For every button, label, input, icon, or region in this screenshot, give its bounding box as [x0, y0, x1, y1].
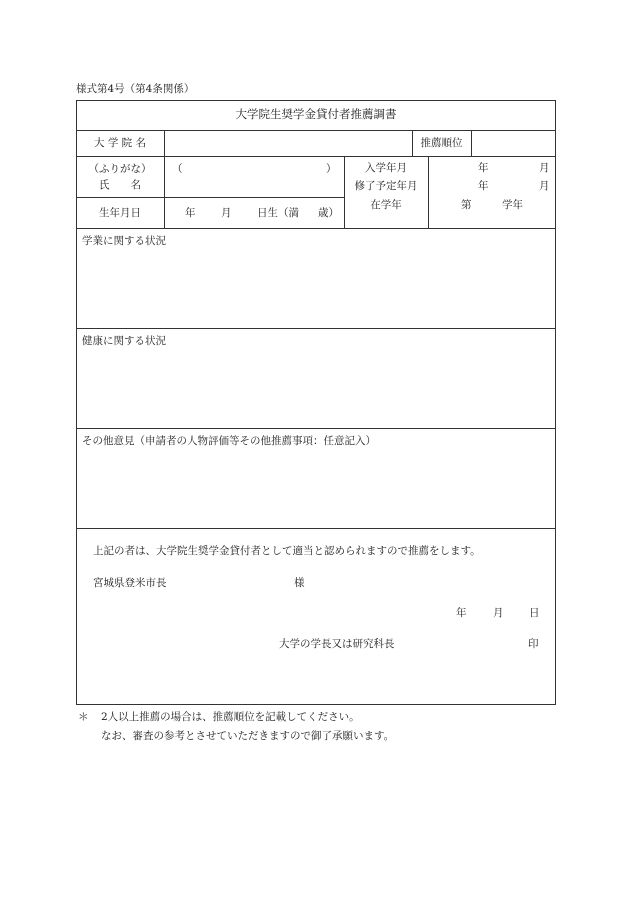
furigana-close-paren: ） — [326, 163, 337, 175]
other-opinion-label: その他意見（申請者の人物評価等その他推薦事項：任意記入） — [82, 435, 376, 447]
addressee: 宮城県登米市長 — [93, 577, 167, 589]
addressee-honorific: 様 — [294, 577, 305, 589]
row-divider — [76, 130, 556, 131]
date-day-unit: 日 — [529, 607, 540, 619]
complete-year-unit: 年 — [478, 180, 489, 192]
note-line-1: 2人以上推薦の場合は、推薦順位を記載してください。 — [101, 711, 360, 723]
age-unit: 歳） — [318, 207, 339, 219]
complete-month-unit: 月 — [539, 180, 550, 192]
column-divider — [428, 156, 429, 228]
enroll-label: 入学年月 — [365, 162, 407, 174]
seal-mark: 印 — [528, 638, 539, 650]
enroll-year-unit: 年 — [478, 162, 489, 174]
birth-day-age-label: 日生（満 — [257, 207, 299, 219]
form-title: 大学院生奨学金貸付者推薦調書 — [235, 107, 397, 121]
birthdate-label: 生年月日 — [99, 207, 141, 219]
column-divider — [471, 130, 472, 156]
grade-label: 在学年 — [370, 199, 402, 211]
row-divider — [76, 328, 556, 329]
health-status-label: 健康に関する状況 — [82, 335, 166, 347]
row-divider — [76, 428, 556, 429]
row-divider — [76, 228, 556, 229]
row-divider — [76, 528, 556, 529]
column-divider — [164, 130, 165, 228]
signer-title: 大学の学長又は研究科長 — [279, 638, 395, 650]
birth-month-unit: 月 — [221, 207, 232, 219]
birth-year-unit: 年 — [185, 207, 196, 219]
date-month-unit: 月 — [493, 607, 504, 619]
date-year-unit: 年 — [456, 607, 467, 619]
form-number-label: 様式第4号（第4条関係） — [76, 83, 195, 95]
row-divider — [76, 197, 344, 198]
enroll-month-unit: 月 — [539, 162, 550, 174]
row-divider — [76, 156, 556, 157]
academic-status-label: 学業に関する状況 — [82, 235, 166, 247]
note-asterisk: ＊ — [78, 711, 89, 723]
complete-label: 修了予定年月 — [354, 180, 418, 192]
grade-unit: 学年 — [502, 199, 523, 211]
university-label: 大 学 院 名 — [93, 137, 146, 149]
note-line-2: なお、審査の参考とさせていただきますので御了承願います。 — [101, 730, 395, 742]
rank-label: 推薦順位 — [420, 137, 463, 149]
recommendation-statement: 上記の者は、大学院生奨学金貸付者として適当と認められますので推薦をします。 — [93, 545, 481, 557]
name-label: 氏 名 — [99, 179, 141, 191]
furigana-label: （ふりがな） — [88, 163, 152, 175]
furigana-open-paren: （ — [172, 163, 183, 175]
grade-prefix: 第 — [461, 199, 472, 211]
